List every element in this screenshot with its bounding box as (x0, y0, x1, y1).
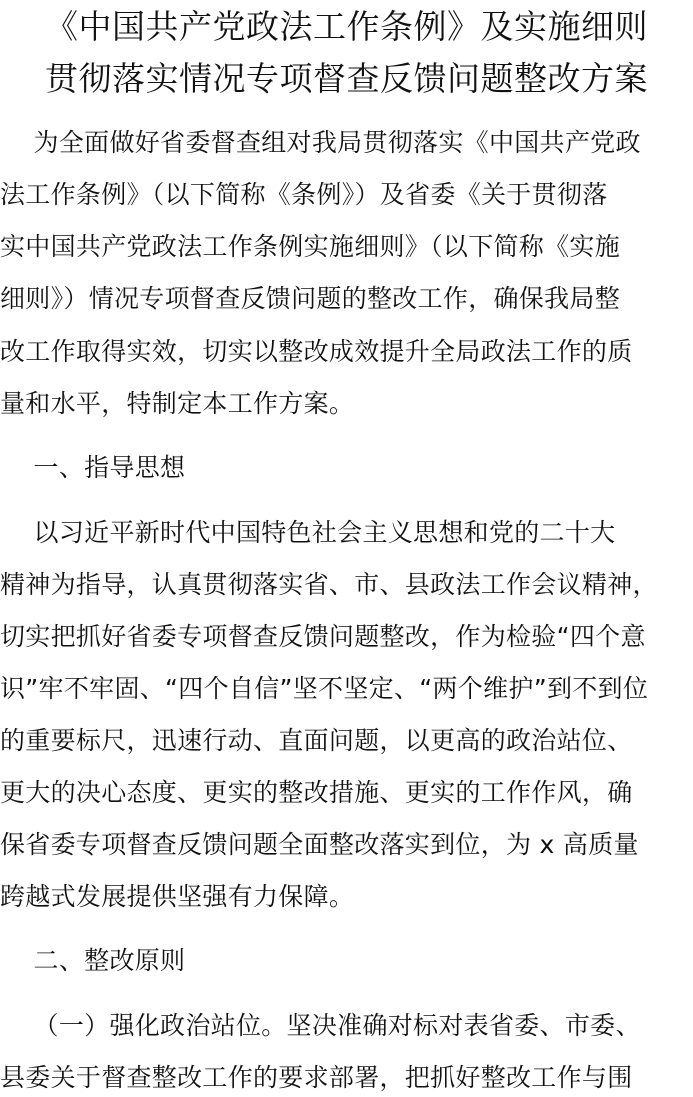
paragraph-line: （一）强化政治站位。坚决准确对标对表省委、市委、 (0, 1011, 641, 1040)
paragraph-line: 为全面做好省委督查组对我局贯彻落实《中国共产党政 (0, 128, 641, 157)
paragraph-line: 保省委专项督查反馈问题全面整改落实到位，为 x 高质量 (0, 830, 639, 859)
paragraph-line: 法工作条例》（以下简称《条例》）及省委《关于贯彻落 (0, 180, 608, 209)
paragraph-line: 的重要标尺，迅速行动、直面问题，以更高的政治站位、 (0, 726, 633, 755)
paragraph-line: 改工作取得实效，切实以整改成效提升全局政法工作的质 (0, 337, 633, 366)
paragraph-line: 县委关于督查整改工作的要求部署，把抓好整改工作与围 (0, 1063, 633, 1092)
paragraph-line: 精神为指导，认真贯彻落实省、市、县政法工作会议精神， (0, 570, 658, 599)
paragraph-line: 量和水平，特制定本工作方案。 (0, 389, 355, 418)
section-heading: 一、指导思想 (0, 453, 186, 482)
paragraph-line: 细则》）情况专项督查反馈问题的整改工作，确保我局整 (0, 284, 621, 313)
paragraph-line: 切实把抓好省委专项督查反馈问题整改，作为检验“四个意 (0, 622, 646, 651)
paragraph-line: 识”牢不牢固、“四个自信”坚不坚定、“两个维护”到不到位 (0, 674, 649, 703)
paragraph-line: 实中国共产党政法工作条例实施细则》（以下简称《实施 (0, 232, 621, 261)
document-title-line-2: 贯彻落实情况专项督查反馈问题整改方案 (45, 59, 648, 98)
section-heading: 二、整改原则 (0, 946, 186, 975)
paragraph-line: 以习近平新时代中国特色社会主义思想和党的二十大 (0, 518, 616, 547)
paragraph-line: 跨越式发展提供坚强有力保障。 (0, 882, 355, 911)
document-title-line-1: 《中国共产党政法工作条例》及实施细则 (45, 7, 648, 46)
paragraph-line: 更大的决心态度、更实的整改措施、更实的工作作风，确 (0, 778, 633, 807)
